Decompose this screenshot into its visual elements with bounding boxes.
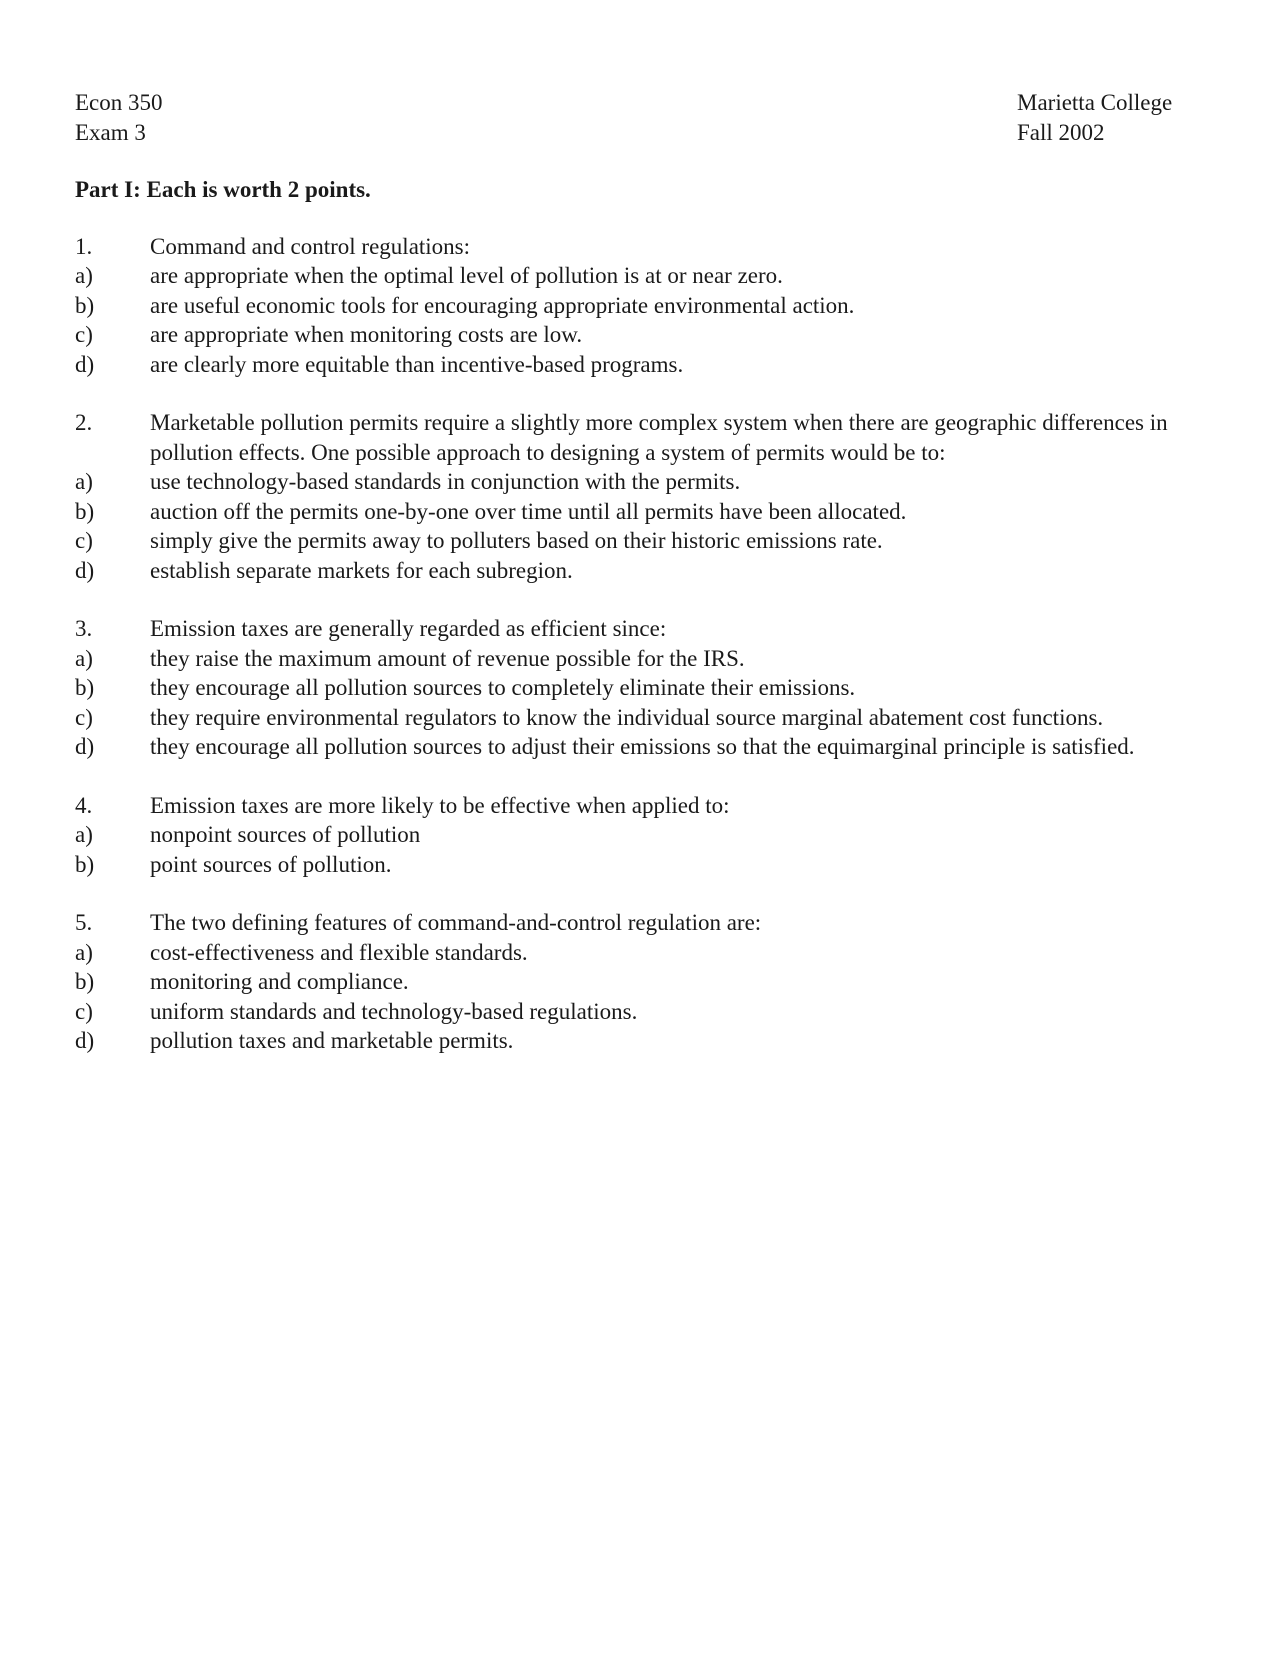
question-text: Marketable pollution permits require a slightly more complex system when there are geographic differences in pollution effects. One possible approach to designing a system of permits would be to: bbox=[150, 410, 1168, 465]
answer-option bbox=[75, 261, 1205, 291]
option-label: b) bbox=[75, 292, 95, 318]
answer-option bbox=[75, 526, 1205, 556]
question-2 bbox=[75, 408, 1205, 585]
question-stem bbox=[75, 908, 1205, 938]
option-label: d) bbox=[75, 1028, 95, 1053]
question-text: Emission taxes are more likely to be effective when applied to: bbox=[150, 792, 730, 818]
question-4 bbox=[75, 791, 1205, 880]
answer-option bbox=[75, 997, 1205, 1027]
question-stem bbox=[75, 232, 1205, 262]
question-text: The two defining features of command-and-control regulation are: bbox=[150, 910, 762, 935]
answer-option bbox=[75, 291, 1205, 321]
question-number: 2. bbox=[75, 410, 93, 435]
option-text: pollution taxes and marketable permits. bbox=[150, 1028, 514, 1053]
answer-option bbox=[75, 938, 1205, 968]
answer-option bbox=[75, 497, 1205, 527]
term: Fall 2002 bbox=[1017, 119, 1105, 145]
exam-page bbox=[75, 88, 1205, 1056]
college-name: Marietta College bbox=[1017, 90, 1173, 115]
option-text: they encourage all pollution sources to adjust their emissions so that the equimarginal principle is satisfied. bbox=[150, 734, 1135, 759]
question-number: 1. bbox=[75, 233, 93, 259]
option-text: they require environmental regulators to know the individual source marginal abatement cost functions. bbox=[150, 704, 1104, 730]
option-label: c) bbox=[75, 322, 93, 347]
option-label: d) bbox=[75, 557, 95, 583]
option-label: c) bbox=[75, 704, 93, 730]
question-stem bbox=[75, 791, 1205, 821]
answer-option bbox=[75, 732, 1205, 762]
option-text: point sources of pollution. bbox=[150, 851, 392, 877]
header-right bbox=[1017, 88, 1205, 147]
question-list bbox=[75, 232, 1205, 1056]
option-label: d) bbox=[75, 351, 95, 377]
answer-option bbox=[75, 556, 1205, 586]
option-text: nonpoint sources of pollution bbox=[150, 822, 421, 847]
answer-option bbox=[75, 967, 1205, 997]
answer-option bbox=[75, 850, 1205, 880]
option-text: simply give the permits away to polluters based on their historic emissions rate. bbox=[150, 528, 883, 553]
question-text: Emission taxes are generally regarded as efficient since: bbox=[150, 616, 667, 641]
option-text: monitoring and compliance. bbox=[150, 969, 409, 994]
option-label: c) bbox=[75, 528, 93, 553]
document-header bbox=[75, 88, 1205, 147]
header-left bbox=[75, 88, 163, 147]
option-text: establish separate markets for each subregion. bbox=[150, 557, 573, 583]
part-title: Part I: Each is worth 2 points. bbox=[75, 177, 371, 202]
answer-option bbox=[75, 467, 1205, 497]
question-number: 5. bbox=[75, 910, 93, 935]
answer-option bbox=[75, 820, 1205, 850]
option-label: a) bbox=[75, 822, 93, 847]
answer-option bbox=[75, 1026, 1205, 1056]
option-text: are appropriate when the optimal level of pollution is at or near zero. bbox=[150, 263, 783, 288]
question-3 bbox=[75, 614, 1205, 762]
question-number: 4. bbox=[75, 792, 93, 818]
exam-name: Exam 3 bbox=[75, 119, 146, 145]
option-label: a) bbox=[75, 939, 93, 965]
option-label: d) bbox=[75, 734, 95, 759]
answer-option bbox=[75, 703, 1205, 733]
question-1 bbox=[75, 232, 1205, 380]
option-label: c) bbox=[75, 998, 93, 1024]
option-text: auction off the permits one-by-one over time until all permits have been allocated. bbox=[150, 498, 907, 524]
question-5 bbox=[75, 908, 1205, 1056]
option-text: they raise the maximum amount of revenue possible for the IRS. bbox=[150, 645, 745, 671]
option-text: are appropriate when monitoring costs are low. bbox=[150, 322, 583, 347]
option-label: a) bbox=[75, 263, 93, 288]
course-name: Econ 350 bbox=[75, 90, 163, 115]
question-stem bbox=[75, 614, 1205, 644]
option-label: a) bbox=[75, 469, 93, 494]
option-text: uniform standards and technology-based regulations. bbox=[150, 998, 638, 1024]
option-label: b) bbox=[75, 969, 95, 994]
option-label: b) bbox=[75, 851, 95, 877]
option-text: are clearly more equitable than incentive-based programs. bbox=[150, 351, 684, 377]
option-label: a) bbox=[75, 645, 93, 671]
answer-option bbox=[75, 673, 1205, 703]
answer-option bbox=[75, 644, 1205, 674]
option-text: cost-effectiveness and flexible standards. bbox=[150, 939, 528, 965]
question-number: 3. bbox=[75, 616, 93, 641]
question-text: Command and control regulations: bbox=[150, 233, 471, 259]
option-text: use technology-based standards in conjunction with the permits. bbox=[150, 469, 741, 494]
answer-option bbox=[75, 320, 1205, 350]
option-label: b) bbox=[75, 498, 95, 524]
option-text: they encourage all pollution sources to completely eliminate their emissions. bbox=[150, 675, 856, 700]
option-text: are useful economic tools for encouraging appropriate environmental action. bbox=[150, 292, 855, 318]
question-stem bbox=[75, 408, 1205, 467]
option-label: b) bbox=[75, 675, 95, 700]
answer-option bbox=[75, 350, 1205, 380]
